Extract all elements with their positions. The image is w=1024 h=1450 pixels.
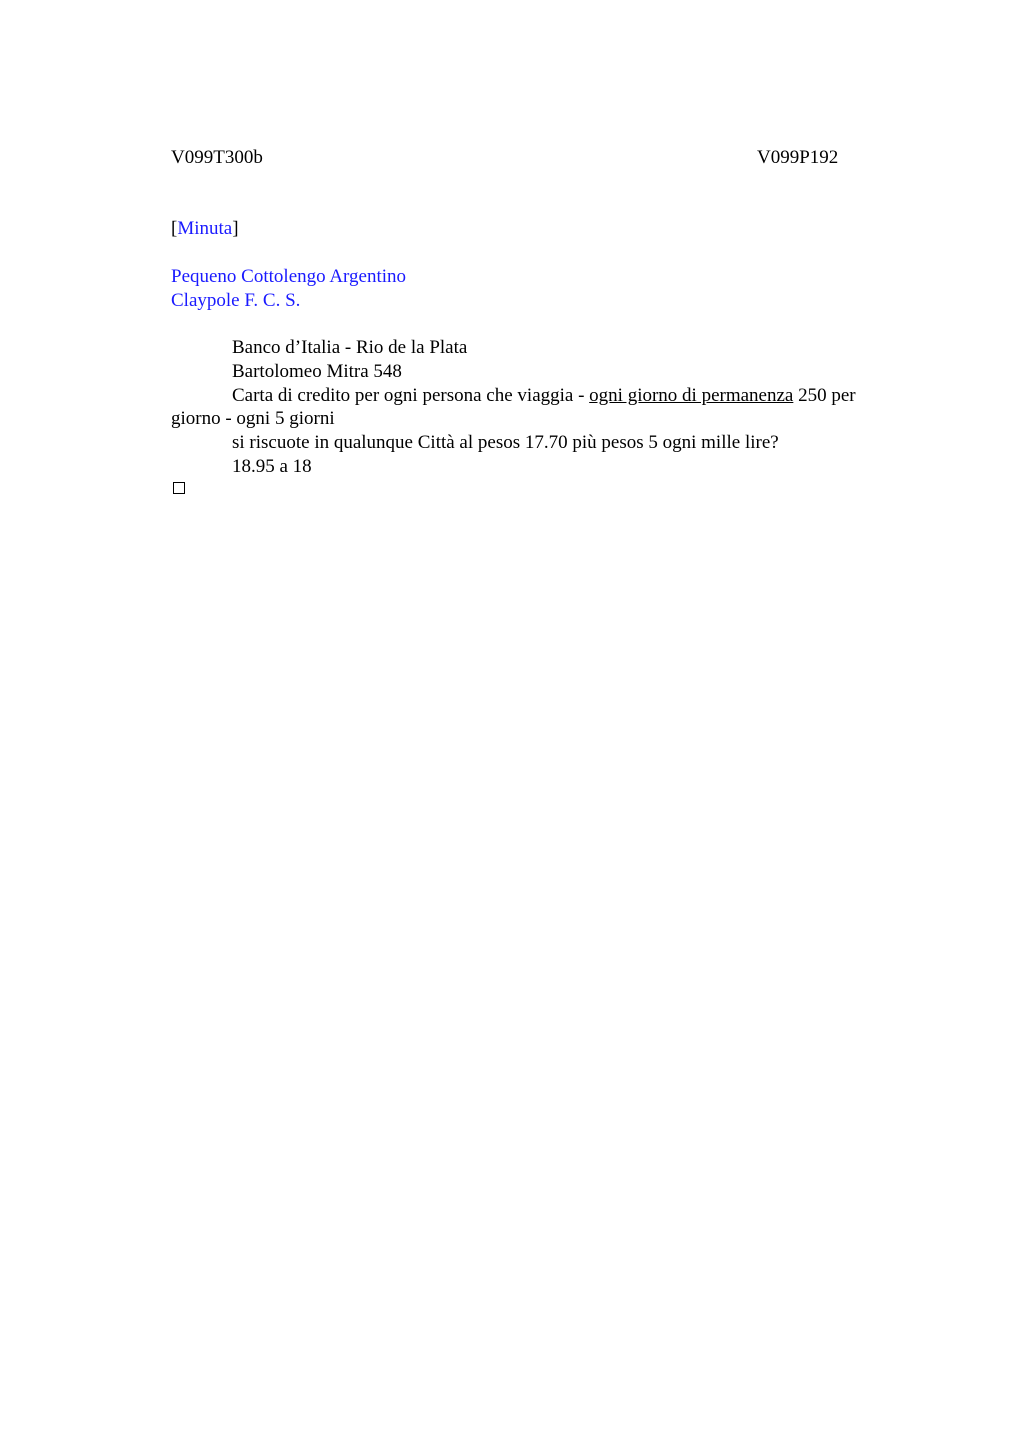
body-line-exchange: si riscuote in qualunque Città al pesos 17.70 più pesos 5 ogni mille lire? <box>232 432 779 453</box>
minuta-link[interactable]: Minuta <box>177 218 233 239</box>
checkbox-icon[interactable] <box>173 482 185 494</box>
body-line-credit-card <box>232 384 856 408</box>
recipient-location-link[interactable]: Claypole F. C. S. <box>171 290 301 311</box>
document-code-right: V099P192 <box>757 147 839 168</box>
body-line-rate: 18.95 a 18 <box>232 456 312 477</box>
minuta-label <box>171 217 239 241</box>
body-line-credit-card-continued: giorno - ogni 5 giorni <box>171 408 335 429</box>
body-line-address: Bartolomeo Mitra 548 <box>232 361 402 382</box>
body-line-credit-card-end: 250 per <box>793 385 856 406</box>
minuta-close-bracket: ] <box>232 218 239 239</box>
minuta-open-bracket: [ <box>171 218 178 239</box>
document-code-left: V099T300b <box>171 147 263 168</box>
underlined-text: ogni giorno di permanenza <box>589 385 794 406</box>
recipient-name-link[interactable]: Pequeno Cottolengo Argentino <box>171 266 407 287</box>
body-line-bank: Banco d’Italia - Rio de la Plata <box>232 337 468 358</box>
body-line-credit-card-start: Carta di credito per ogni persona che viaggia - <box>232 385 590 406</box>
